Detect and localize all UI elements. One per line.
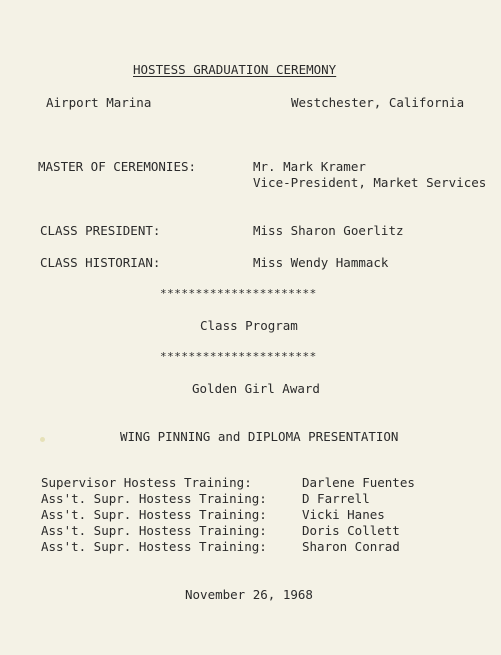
role-label-master-of-ceremonies: MASTER OF CEREMONIES: bbox=[38, 159, 197, 174]
role-name-class-historian: Miss Wendy Hammack bbox=[253, 255, 389, 270]
role-label-class-historian: CLASS HISTORIAN: bbox=[40, 255, 161, 270]
program-item-wing-pinning: WING PINNING and DIPLOMA PRESENTATION bbox=[120, 429, 399, 444]
staff-role-1: Supervisor Hostess Training: bbox=[41, 475, 252, 490]
role-name-class-president: Miss Sharon Goerlitz bbox=[253, 223, 404, 238]
staff-role-2: Ass't. Supr. Hostess Training: bbox=[41, 491, 267, 506]
staff-name-3: Vicki Hanes bbox=[302, 507, 385, 522]
role-name-master-of-ceremonies: Mr. Mark Kramer bbox=[253, 159, 366, 174]
staff-name-2: D Farrell bbox=[302, 491, 370, 506]
staff-name-5: Sharon Conrad bbox=[302, 539, 400, 554]
staff-name-4: Doris Collett bbox=[302, 523, 400, 538]
paper-speck bbox=[40, 437, 45, 442]
staff-name-1: Darlene Fuentes bbox=[302, 475, 415, 490]
staff-role-4: Ass't. Supr. Hostess Training: bbox=[41, 523, 267, 538]
program-item-class-program: Class Program bbox=[200, 318, 298, 333]
ceremony-date: November 26, 1968 bbox=[185, 587, 313, 602]
staff-role-5: Ass't. Supr. Hostess Training: bbox=[41, 539, 267, 554]
document-title: HOSTESS GRADUATION CEREMONY bbox=[133, 62, 337, 77]
separator-2: ********************** bbox=[160, 350, 317, 363]
separator-1: ********************** bbox=[160, 287, 317, 300]
city: Westchester, California bbox=[291, 95, 465, 110]
venue: Airport Marina bbox=[46, 95, 152, 110]
staff-role-3: Ass't. Supr. Hostess Training: bbox=[41, 507, 267, 522]
role-title-master-of-ceremonies: Vice-President, Market Services bbox=[253, 175, 487, 190]
program-item-golden-girl-award: Golden Girl Award bbox=[192, 381, 320, 396]
role-label-class-president: CLASS PRESIDENT: bbox=[40, 223, 161, 238]
